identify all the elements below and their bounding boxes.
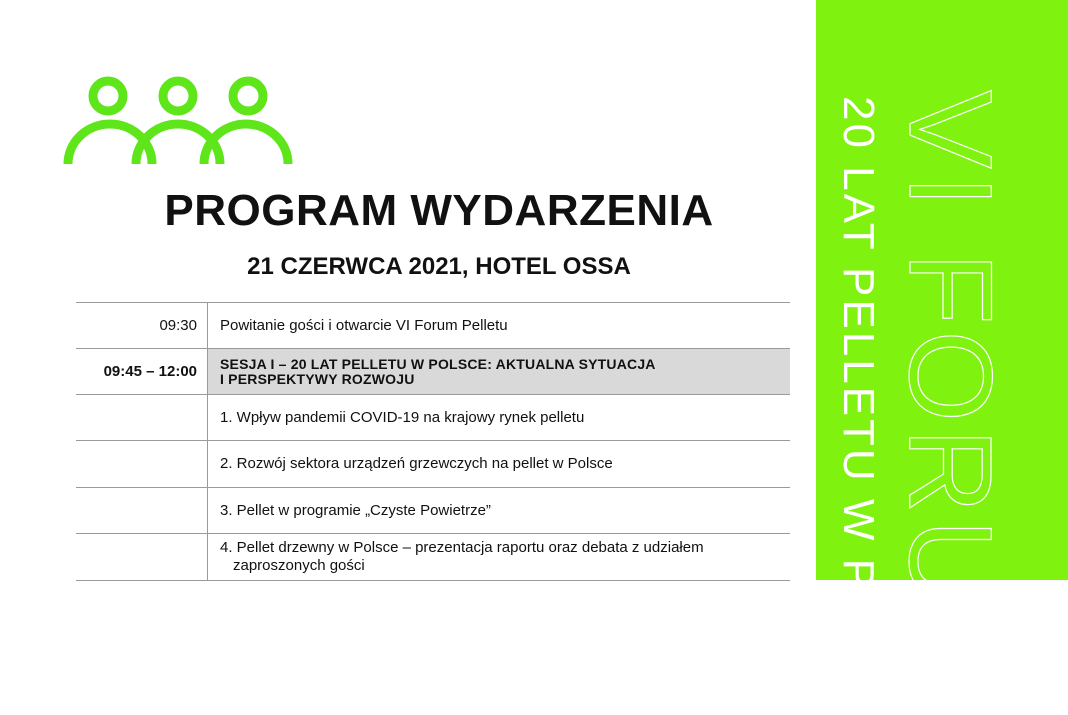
row-text: 2. Rozwój sektora urządzeń grzewczych na pellet w Polsce xyxy=(220,455,613,472)
schedule-row-session xyxy=(76,349,790,395)
schedule-row xyxy=(76,303,790,349)
sidebar-anniversary-text: 20 LAT PELLETU W PO xyxy=(834,96,883,629)
row-time xyxy=(76,441,208,487)
row-text xyxy=(208,349,790,394)
schedule-row xyxy=(76,534,790,581)
row-text-line1: 4. Pellet drzewny w Polsce – prezentacja raportu oraz debata z udziałem xyxy=(220,539,704,556)
schedule-row xyxy=(76,488,790,534)
row-time: 09:30 xyxy=(76,303,208,348)
sidebar-forum-title: VI FORUM xyxy=(884,90,1016,715)
schedule-table xyxy=(76,302,790,581)
row-text: 1. Wpływ pandemii COVID-19 na krajowy rynek pelletu xyxy=(220,408,585,426)
session-title-line2: I PERSPEKTYWY ROZWOJU xyxy=(220,370,415,387)
row-time xyxy=(76,488,208,533)
event-date-location: 21 CZERWCA 2021, HOTEL OSSA xyxy=(247,253,631,280)
row-time: 09:45 – 12:00 xyxy=(76,349,208,394)
session-title-line1: SESJA I – 20 LAT PELLETU W POLSCE: AKTUALNA SYTUACJA xyxy=(220,355,656,372)
row-time xyxy=(76,395,208,440)
row-text xyxy=(208,534,790,580)
row-text: 3. Pellet w programie „Czyste Powietrze” xyxy=(220,501,491,519)
row-time xyxy=(76,534,208,580)
row-text-line2: zaproszonych gości xyxy=(233,557,365,574)
schedule-row xyxy=(76,395,790,441)
page-title: PROGRAM WYDARZENIA xyxy=(164,186,714,235)
people-group-icon xyxy=(62,72,294,172)
row-text: Powitanie gości i otwarcie VI Forum Pelletu xyxy=(220,316,508,334)
schedule-row xyxy=(76,441,790,488)
